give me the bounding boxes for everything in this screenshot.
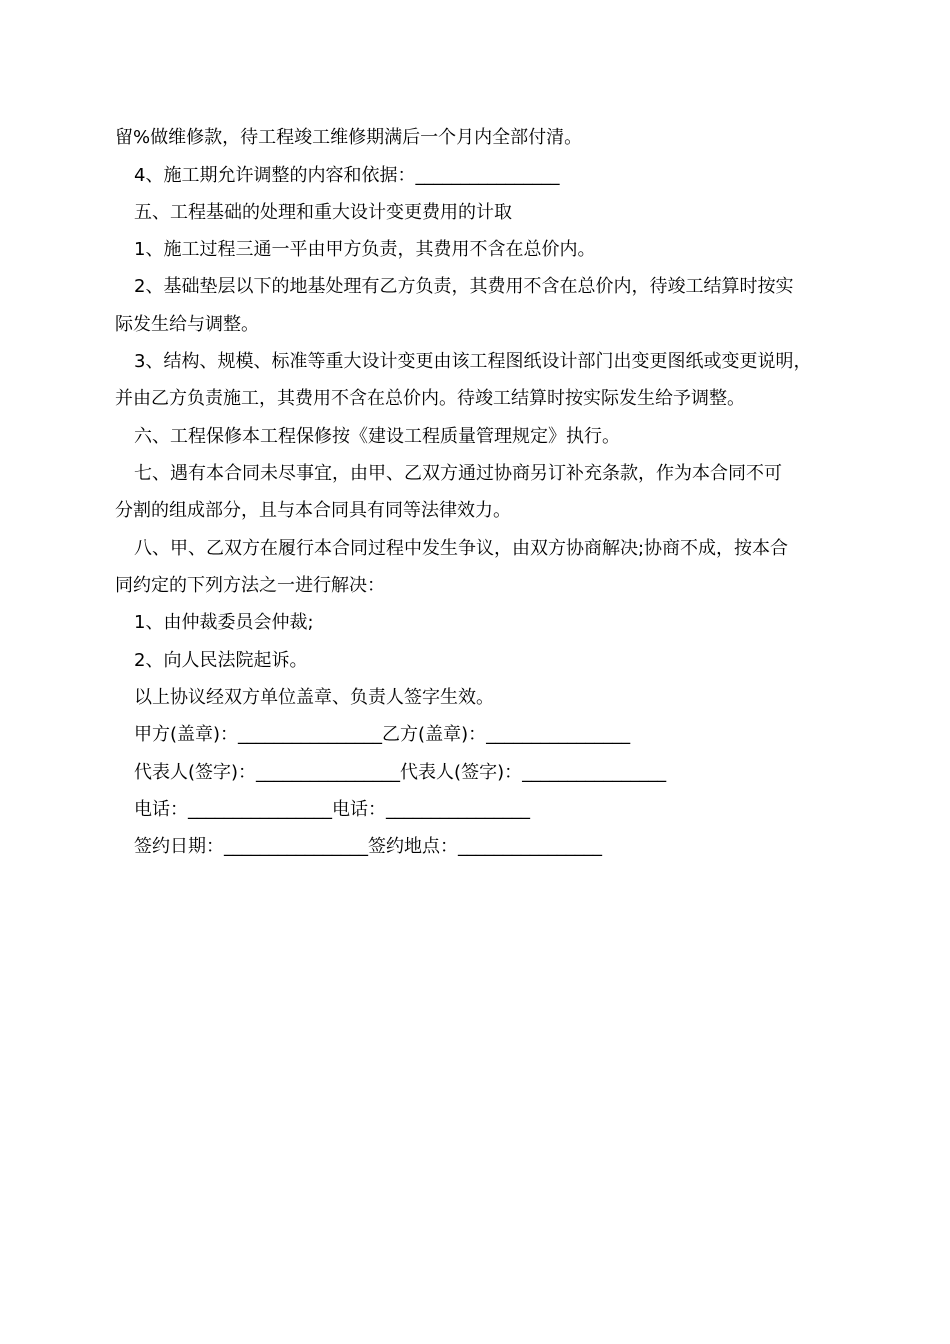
list-item: 1、由仲裁委员会仲裁; (134, 612, 314, 633)
section-heading: 八、甲、乙双方在履行本合同过程中发生争议，由双方协商解决;协商不成，按本合 (134, 538, 789, 559)
signature-line-date-place: 签约日期：________________签约地点：________________ (134, 836, 602, 857)
signature-line-phone: 电话：________________电话：________________ (134, 799, 530, 820)
paragraph-line: 以上协议经双方单位盖章、负责人签字生效。 (134, 687, 494, 708)
paragraph-line: 4、施工期允许调整的内容和依据：________________ (134, 165, 560, 186)
section-heading: 六、工程保修本工程保修按《建设工程质量管理规定》执行。 (134, 426, 620, 447)
list-item: 2、向人民法院起诉。 (134, 650, 308, 671)
signature-line-seal: 甲方(盖章)：________________乙方(盖章)：________________ (134, 724, 631, 745)
paragraph-line: 并由乙方负责施工，其费用不含在总价内。待竣工结算时按实际发生给予调整。 (115, 388, 745, 409)
section-heading: 七、遇有本合同未尽事宜，由甲、乙双方通过协商另订补充条款，作为本合同不可 (134, 463, 782, 484)
paragraph-line: 同约定的下列方法之一进行解决： (115, 575, 385, 596)
signature-line-representative: 代表人(签字)：________________代表人(签字)：________________ (134, 762, 667, 783)
paragraph-line: 留%做维修款，待工程竣工维修期满后一个月内全部付清。 (115, 127, 583, 148)
paragraph-line: 分割的组成部分，且与本合同具有同等法律效力。 (115, 500, 511, 521)
paragraph-line: 际发生给与调整。 (115, 314, 259, 335)
paragraph-line: 2、基础垫层以下的地基处理有乙方负责，其费用不含在总价内，待竣工结算时按实 (134, 276, 794, 297)
paragraph-line: 3、结构、规模、标准等重大设计变更由该工程图纸设计部门出变更图纸或变更说明， (134, 351, 812, 372)
paragraph-line: 1、施工过程三通一平由甲方负责，其费用不含在总价内。 (134, 239, 596, 260)
section-heading: 五、工程基础的处理和重大设计变更费用的计取 (134, 202, 512, 223)
